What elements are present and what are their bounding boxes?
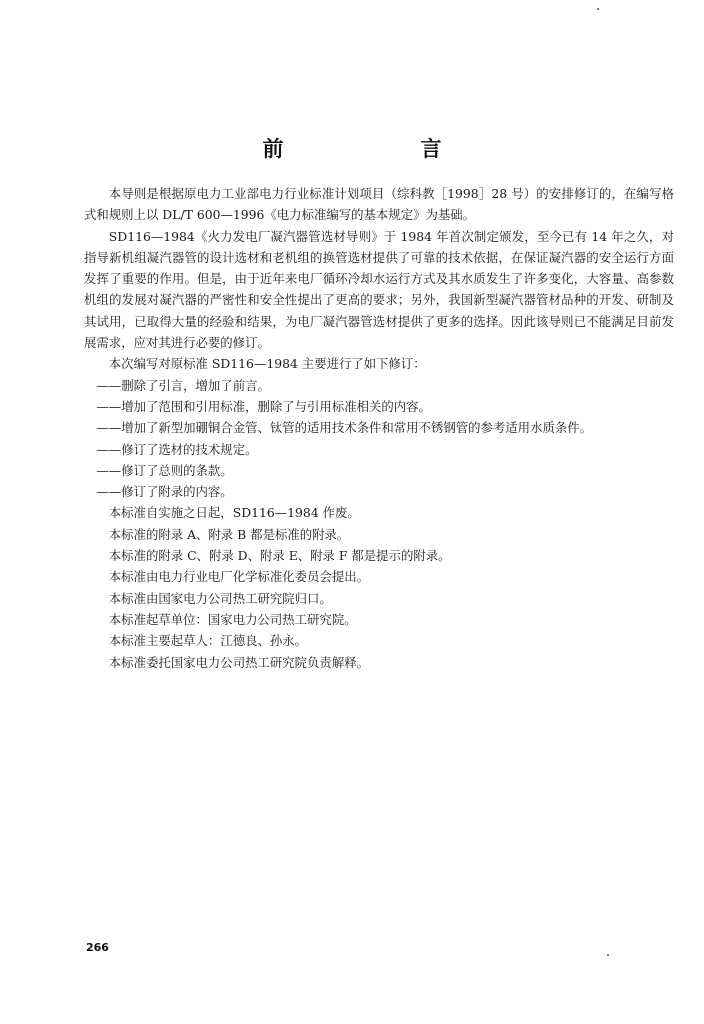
revision-item (84, 481, 674, 502)
scan-speck (607, 954, 609, 956)
revision-text: 增加了新型加硼铜合金管、钛管的适用技术条件和常用不锈钢管的参考适用水质条件。 (121, 420, 593, 436)
dash-mark: —— (96, 377, 122, 393)
revision-item (84, 417, 674, 438)
closing-statement: 本标准由国家电力公司热工研究院归口。 (108, 590, 332, 606)
dash-mark: —— (96, 484, 122, 500)
closing-statement: 本标准的附录 A、附录 B 都是标准的附录。 (108, 526, 350, 542)
revision-text: 修订了总则的条款。 (121, 462, 233, 478)
closing-statement: 本标准由电力行业电厂化学标准化委员会提出。 (108, 569, 369, 585)
closing-statement: 本标准起草单位：国家电力公司热工研究院。 (108, 611, 357, 627)
closing-statement: 本标准的附录 C、附录 D、附录 E、附录 F 都是提示的附录。 (108, 548, 451, 564)
revision-item (84, 396, 674, 417)
paragraph-basis: 本导则是根据原电力工业部电力行业标准计划项目（综科教［1998］28 号）的安排修订的，在编写格式和规则上以 DL/T 600—1996《电力标准编写的基本规定》为基础。 (84, 186, 674, 223)
revision-item (84, 460, 674, 481)
dash-mark: —— (96, 462, 122, 478)
revision-text: 增加了范围和引用标准，删除了与引用标准相关的内容。 (121, 398, 431, 414)
dash-mark: —— (96, 398, 122, 414)
revision-item (84, 375, 674, 396)
dash-mark: —— (96, 420, 122, 436)
scan-speck (597, 8, 599, 10)
revision-item (84, 439, 674, 460)
paragraph-revision-intro: 本次编写对原标准 SD116—1984 主要进行了如下修订： (108, 356, 426, 372)
revision-text: 修订了选材的技术规定。 (121, 441, 258, 457)
dash-mark: —— (96, 441, 122, 457)
paragraph-background: SD116—1984《火力发电厂凝汽器管选材导则》于 1984 年首次制定颁发，至今已有 14 年之久，对指导新机组凝汽器管的设计选材和老机组的换管选材提供了可靠的技术依据，在保证凝汽器的安全运行方面发挥了重要的作用。但是，由于近年来电厂循环冷却水运行方式及其水质发生了许多变化，大容量、高参数机组的发展对凝汽器的严密性和安全性提出了更高的要求；另外，我国新型凝汽器管材品种的开发、研制及其试用，已取得大量的经验和结果，为电厂凝汽器管选材提供了更多的选择。因此该导则已不能满足目前发展需求，应对其进行必要的修订。 (84, 228, 674, 351)
closing-statement: 本标准主要起草人：江德良、孙永。 (108, 633, 308, 649)
closing-statement: 本标准自实施之日起，SD116—1984 作废。 (108, 505, 360, 521)
revision-text: 修订了附录的内容。 (121, 484, 233, 500)
page-number: 266 (86, 941, 109, 954)
page-title: 前 言 (262, 137, 500, 161)
closing-statement: 本标准委托国家电力公司热工研究院负责解释。 (108, 654, 369, 670)
preface-body (84, 183, 674, 673)
revision-text: 删除了引言，增加了前言。 (121, 377, 270, 393)
